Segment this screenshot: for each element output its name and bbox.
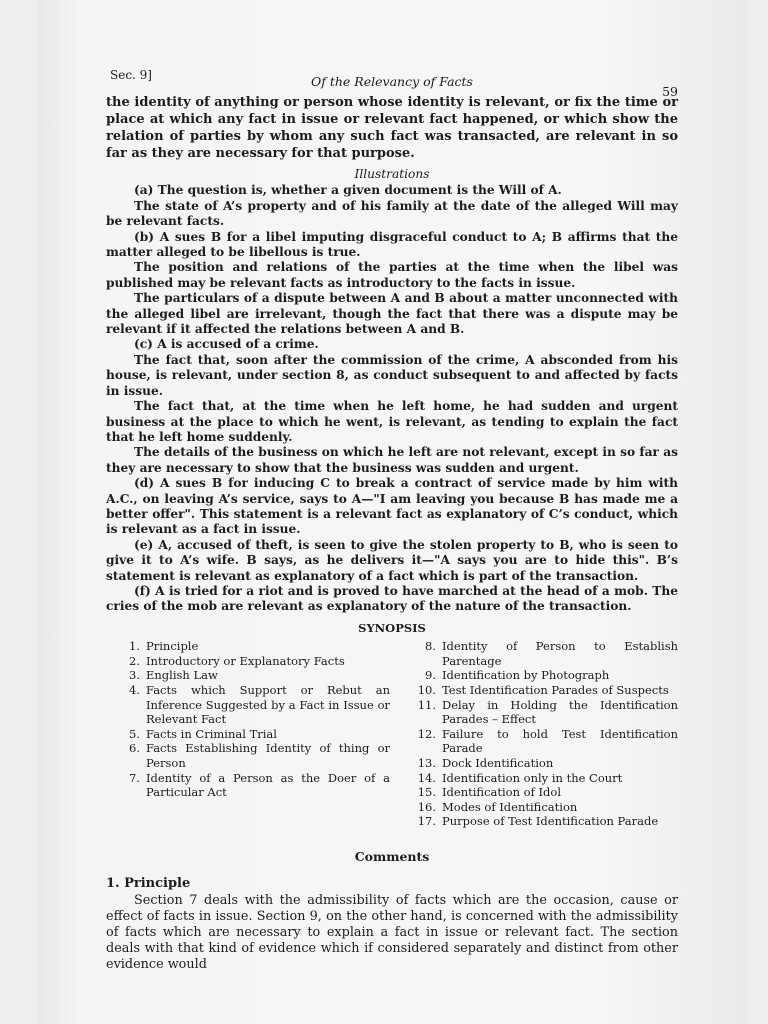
synopsis-item-number: 1.: [129, 639, 140, 654]
synopsis-item-number: 3.: [129, 668, 140, 683]
synopsis-item: [120, 727, 390, 742]
illustration-paragraph: The state of A’s property and of his family at the date of the alleged Will may be relevant facts.: [106, 198, 678, 229]
synopsis-item: [416, 785, 678, 800]
illustration-paragraph: (b) A sues B for a libel imputing disgraceful conduct to A; B affirms that the matter alleged to be libellous is true.: [106, 229, 678, 260]
synopsis-item: [416, 668, 678, 683]
synopsis-item-text: Dock Identification: [442, 755, 554, 770]
illustration-paragraph: The particulars of a dispute between A and B about a matter unconnected with the alleged libel are irrelevant, though the fact that there was a dispute may be relevant if it affected the relations between A and B.: [106, 291, 678, 337]
synopsis-item-number: 7.: [129, 770, 140, 785]
synopsis-item: [416, 771, 678, 786]
synopsis-item-number: 12.: [417, 726, 436, 741]
synopsis-item-number: 6.: [129, 741, 140, 756]
synopsis-item-text: Principle: [146, 639, 199, 654]
synopsis-item: [120, 683, 390, 727]
synopsis-item-text: Identification only in the Court: [442, 770, 623, 785]
illustration-paragraph: The position and relations of the parties at the time when the libel was published may be relevant facts as introductory to the facts in issue.: [106, 260, 678, 290]
synopsis-item: [416, 683, 678, 698]
synopsis-item-number: 13.: [417, 755, 436, 770]
principle-heading: 1. Principle: [106, 876, 191, 892]
synopsis-item: [120, 668, 390, 683]
synopsis-heading: SYNOPSIS: [358, 620, 426, 635]
synopsis-item: [416, 756, 678, 771]
book-page: [38, 0, 748, 1024]
synopsis-item: [416, 639, 678, 668]
synopsis-item: [416, 698, 678, 727]
chapter-title: Of the Relevancy of Facts: [311, 74, 473, 89]
synopsis-item-text: Identification by Photograph: [442, 668, 610, 683]
illustrations-block: [106, 167, 678, 615]
synopsis-item-text: Facts which Support or Rebut an Inference Suggested by a Fact in Issue or Relevant Fact: [146, 682, 390, 727]
synopsis-item-text: Failure to hold Test Identification Parade: [442, 726, 678, 756]
synopsis-item: [120, 654, 390, 669]
section-reference: Sec. 9]: [110, 68, 152, 82]
synopsis-item-number: 4.: [129, 682, 140, 697]
synopsis-item-text: Introductory or Explanatory Facts: [146, 653, 345, 668]
synopsis-item: [120, 771, 390, 800]
synopsis-item: [416, 800, 678, 815]
synopsis-item: [416, 727, 678, 756]
illustration-paragraph: (f) A is tried for a riot and is proved to have marched at the head of a mob. The cries of the mob are relevant as explanatory of the nature of the transaction.: [106, 583, 678, 614]
illustration-paragraph: (e) A, accused of theft, is seen to give the stolen property to B, who is seen to give it to A’s wife. B says, as he delivers it—"A says you are to hide this". B’s statement is relevant as explanatory of a fact which is part of the transaction.: [106, 537, 678, 583]
synopsis-item-number: 2.: [129, 653, 140, 668]
principle-paragraph: Section 7 deals with the admissibility of facts which are the occasion, cause or effect of facts in issue. Section 9, on the other hand, is concerned with the admissibility of facts which are necessary to explain a fact in issue or relevant fact. The section deals with that kind of evidence which if considered separately and distinct from other evidence would: [106, 892, 678, 972]
intro-paragraph: the identity of anything or person whose identity is relevant, or fix the time or place at which any fact in issue or relevant fact happened, or which show the relation of parties by whom any such fact was transacted, are relevant in so far as they are necessary for that purpose.: [106, 95, 678, 161]
synopsis-item-number: 17.: [417, 814, 436, 829]
synopsis-item-number: 16.: [417, 799, 436, 814]
synopsis-item: [416, 814, 678, 829]
synopsis-item: [120, 741, 390, 770]
comments-heading: Comments: [354, 848, 430, 864]
synopsis-item-text: Delay in Holding the Identification Parades – Effect: [442, 697, 678, 727]
synopsis-item-text: Identification of Idol: [442, 785, 562, 800]
synopsis-item: [120, 639, 390, 654]
synopsis-item-number: 5.: [129, 726, 140, 741]
synopsis-item-text: Modes of Identification: [442, 799, 578, 814]
synopsis-item-number: 14.: [417, 770, 436, 785]
illustration-paragraph: (c) A is accused of a crime.: [134, 337, 319, 352]
synopsis-item-text: Facts Establishing Identity of thing or Person: [146, 741, 390, 770]
illustration-paragraph: The fact that, soon after the commission of the crime, A absconded from his house, is relevant, under section 8, as conduct subsequent to and affected by facts in issue.: [106, 352, 678, 398]
synopsis-item-number: 8.: [425, 639, 436, 654]
synopsis-left-column: [120, 639, 390, 829]
illustration-paragraph: The details of the business on which he left are not relevant, except in so far as they are necessary to show that the business was sudden and urgent.: [106, 445, 678, 475]
illustration-paragraph: (d) A sues B for inducing C to break a contract of service made by him with A.C., on leaving A’s service, says to A—"I am leaving you because B has made me a better offer". This statement is a relevant fact as explanatory of C’s conduct, which is relevant as a fact in issue.: [106, 476, 678, 537]
synopsis-item-number: 15.: [417, 785, 436, 800]
synopsis-item-text: Test Identification Parades of Suspects: [442, 682, 669, 697]
synopsis-item-text: Identity of Person to Establish Parentage: [442, 639, 678, 668]
page-number: 59: [662, 84, 678, 99]
synopsis-item-text: Facts in Criminal Trial: [146, 726, 277, 741]
illustration-paragraph: The fact that, at the time when he left home, he had sudden and urgent business at the place to which he went, is relevant, as tending to explain the fact that he left home suddenly.: [106, 399, 678, 444]
illustration-paragraph: (a) The question is, whether a given document is the Will of A.: [134, 183, 562, 198]
synopsis-item-number: 11.: [417, 697, 436, 712]
synopsis-item-number: 9.: [425, 668, 436, 683]
synopsis-item-text: English Law: [146, 668, 218, 683]
synopsis-item-text: Identity of a Person as the Doer of a Particular Act: [146, 770, 390, 800]
running-head: [106, 58, 678, 99]
illustrations-heading: Illustrations: [354, 167, 430, 181]
page-content: [106, 58, 678, 973]
synopsis-columns: [106, 639, 678, 829]
synopsis-item-text: Purpose of Test Identification Parade: [442, 814, 659, 829]
synopsis-item-number: 10.: [417, 682, 436, 697]
synopsis-right-column: [416, 639, 678, 829]
